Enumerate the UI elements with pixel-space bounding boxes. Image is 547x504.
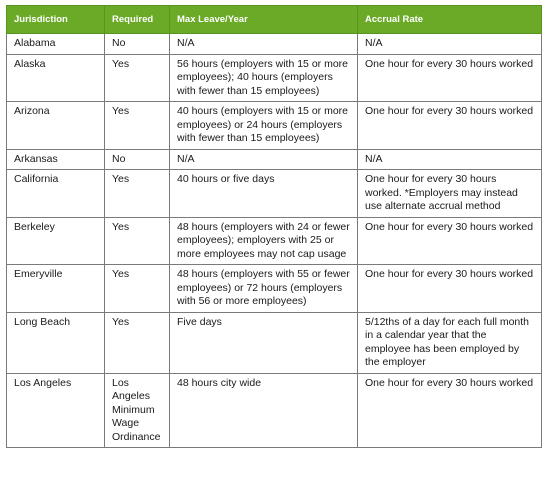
cell-max-leave: Five days <box>170 312 358 373</box>
cell-jurisdiction: Long Beach <box>7 312 105 373</box>
sick-leave-table <box>6 5 542 448</box>
cell-jurisdiction: Alabama <box>7 34 105 55</box>
cell-jurisdiction: Arizona <box>7 102 105 150</box>
cell-accrual-rate: One hour for every 30 hours worked <box>358 217 542 265</box>
cell-accrual-rate: One hour for every 30 hours worked <box>358 102 542 150</box>
header-jurisdiction: Jurisdiction <box>7 6 105 34</box>
cell-accrual-rate: One hour for every 30 hours worked. *Employers may instead use alternate accrual method <box>358 170 542 218</box>
cell-max-leave: N/A <box>170 149 358 170</box>
cell-max-leave: 40 hours or five days <box>170 170 358 218</box>
cell-required: Los Angeles Minimum Wage Ordinance <box>105 373 170 448</box>
cell-required: Yes <box>105 170 170 218</box>
table-row <box>7 312 542 373</box>
table-row <box>7 54 542 102</box>
cell-required: Yes <box>105 312 170 373</box>
table-row <box>7 373 542 448</box>
table-row <box>7 217 542 265</box>
cell-accrual-rate: One hour for every 30 hours worked <box>358 265 542 313</box>
cell-required: Yes <box>105 265 170 313</box>
cell-required: Yes <box>105 102 170 150</box>
header-row <box>7 6 542 34</box>
table-row <box>7 34 542 55</box>
cell-required: Yes <box>105 217 170 265</box>
cell-max-leave: 56 hours (employers with 15 or more employees); 40 hours (employers with fewer than 15 employees) <box>170 54 358 102</box>
cell-jurisdiction: Alaska <box>7 54 105 102</box>
header-required: Required <box>105 6 170 34</box>
table-row <box>7 265 542 313</box>
table-row <box>7 102 542 150</box>
cell-max-leave: 48 hours city wide <box>170 373 358 448</box>
cell-required: No <box>105 34 170 55</box>
header-max-leave: Max Leave/Year <box>170 6 358 34</box>
cell-accrual-rate: One hour for every 30 hours worked <box>358 373 542 448</box>
cell-jurisdiction: Los Angeles <box>7 373 105 448</box>
table-row <box>7 170 542 218</box>
cell-accrual-rate: One hour for every 30 hours worked <box>358 54 542 102</box>
cell-jurisdiction: Emeryville <box>7 265 105 313</box>
cell-accrual-rate: N/A <box>358 149 542 170</box>
cell-jurisdiction: California <box>7 170 105 218</box>
cell-required: No <box>105 149 170 170</box>
header-accrual-rate: Accrual Rate <box>358 6 542 34</box>
cell-required: Yes <box>105 54 170 102</box>
cell-accrual-rate: N/A <box>358 34 542 55</box>
cell-max-leave: 48 hours (employers with 24 or fewer employees); employers with 25 or more employees may not cap usage <box>170 217 358 265</box>
cell-max-leave: 48 hours (employers with 55 or fewer employees) or 72 hours (employers with 56 or more employees) <box>170 265 358 313</box>
cell-jurisdiction: Berkeley <box>7 217 105 265</box>
cell-max-leave: N/A <box>170 34 358 55</box>
table-row <box>7 149 542 170</box>
cell-max-leave: 40 hours (employers with 15 or more employees) or 24 hours (employers with fewer than 15 employees) <box>170 102 358 150</box>
cell-jurisdiction: Arkansas <box>7 149 105 170</box>
cell-accrual-rate: 5/12ths of a day for each full month in a calendar year that the employee has been employed by the employer <box>358 312 542 373</box>
